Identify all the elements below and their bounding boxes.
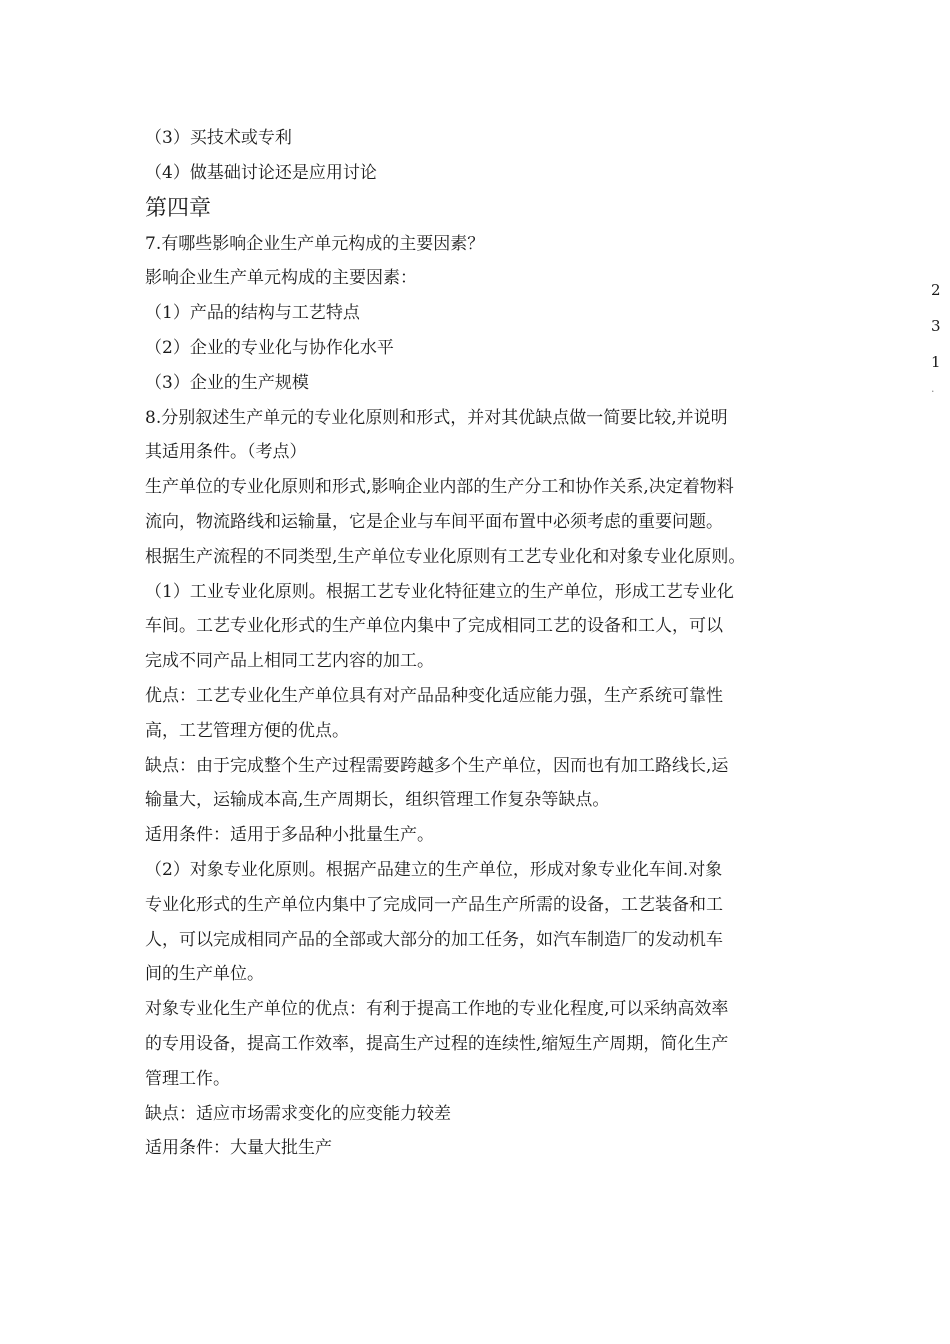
- margin-dot: ·: [931, 385, 935, 398]
- list-item: （3）买技术或专利: [145, 128, 292, 148]
- paragraph-line: 影响企业生产单元构成的主要因素：: [145, 268, 417, 289]
- paragraph-line: 间的生产单位。: [145, 964, 264, 985]
- margin-mark: 3: [931, 317, 941, 335]
- chapter-title: 第四章: [145, 195, 212, 221]
- question-heading: 8.分别叙述生产单元的专业化原则和形式，并对其优缺点做一简要比较,并说明: [145, 407, 728, 428]
- margin-marks: [931, 279, 945, 397]
- paragraph-line: 专业化形式的生产单位内集中了完成同一产品生产所需的设备，工艺装备和工: [145, 894, 723, 915]
- list-item: （2）企业的专业化与协作化水平: [145, 337, 394, 358]
- paragraph-line: 高，工艺管理方便的优点。: [145, 720, 349, 741]
- paragraph-line: 生产单位的专业化原则和形式,影响企业内部的生产分工和协作关系,决定着物料: [145, 477, 734, 498]
- question-heading: 7.有哪些影响企业生产单元构成的主要因素？: [145, 233, 485, 254]
- question-heading: 其适用条件。（考点）: [145, 442, 307, 463]
- list-item: （1）产品的结构与工艺特点: [145, 303, 360, 324]
- paragraph-line: 缺点：适应市场需求变化的应变能力较差: [145, 1103, 451, 1124]
- paragraph-line: 对象专业化生产单位的优点：有利于提高工作地的专业化程度,可以采纳高效率: [145, 999, 729, 1020]
- list-item: （3）企业的生产规模: [145, 372, 309, 393]
- paragraph-line: 完成不同产品上相同工艺内容的加工。: [145, 651, 434, 672]
- margin-mark: 2: [931, 281, 941, 299]
- paragraph-line: 缺点：由于完成整个生产过程需要跨越多个生产单位，因而也有加工路线长,运: [145, 755, 729, 776]
- paragraph-line: 人，可以完成相同产品的全部或大部分的加工任务，如汽车制造厂的发动机车: [145, 929, 723, 950]
- paragraph-line: 根据生产流程的不同类型,生产单位专业化原则有工艺专业化和对象专业化原则。: [145, 546, 746, 567]
- paragraph-line: 适用条件：适用于多品种小批量生产。: [145, 825, 434, 846]
- list-item: （4）做基础讨论还是应用讨论: [145, 162, 377, 183]
- paragraph-line: 管理工作。: [145, 1068, 230, 1089]
- paragraph-line: （2）对象专业化原则。根据产品建立的生产单位，形成对象专业化车间.对象: [145, 859, 723, 880]
- document-body: [145, 121, 813, 1166]
- margin-mark: 1: [931, 353, 941, 371]
- paragraph-line: 适用条件：大量大批生产: [145, 1138, 332, 1159]
- paragraph-line: 流向，物流路线和运输量，它是企业与车间平面布置中必须考虑的重要问题。: [145, 511, 723, 532]
- paragraph-line: 优点：工艺专业化生产单位具有对产品品种变化适应能力强，生产系统可靠性: [145, 685, 723, 706]
- paragraph-line: 输量大，运输成本高,生产周期长，组织管理工作复杂等缺点。: [145, 790, 610, 811]
- paragraph-line: 的专用设备，提高工作效率，提高生产过程的连续性,缩短生产周期，简化生产: [145, 1033, 729, 1054]
- paragraph-line: （1）工业专业化原则。根据工艺专业化特征建立的生产单位，形成工艺专业化: [145, 581, 734, 602]
- paragraph-line: 车间。工艺专业化形式的生产单位内集中了完成相同工艺的设备和工人，可以: [145, 616, 723, 637]
